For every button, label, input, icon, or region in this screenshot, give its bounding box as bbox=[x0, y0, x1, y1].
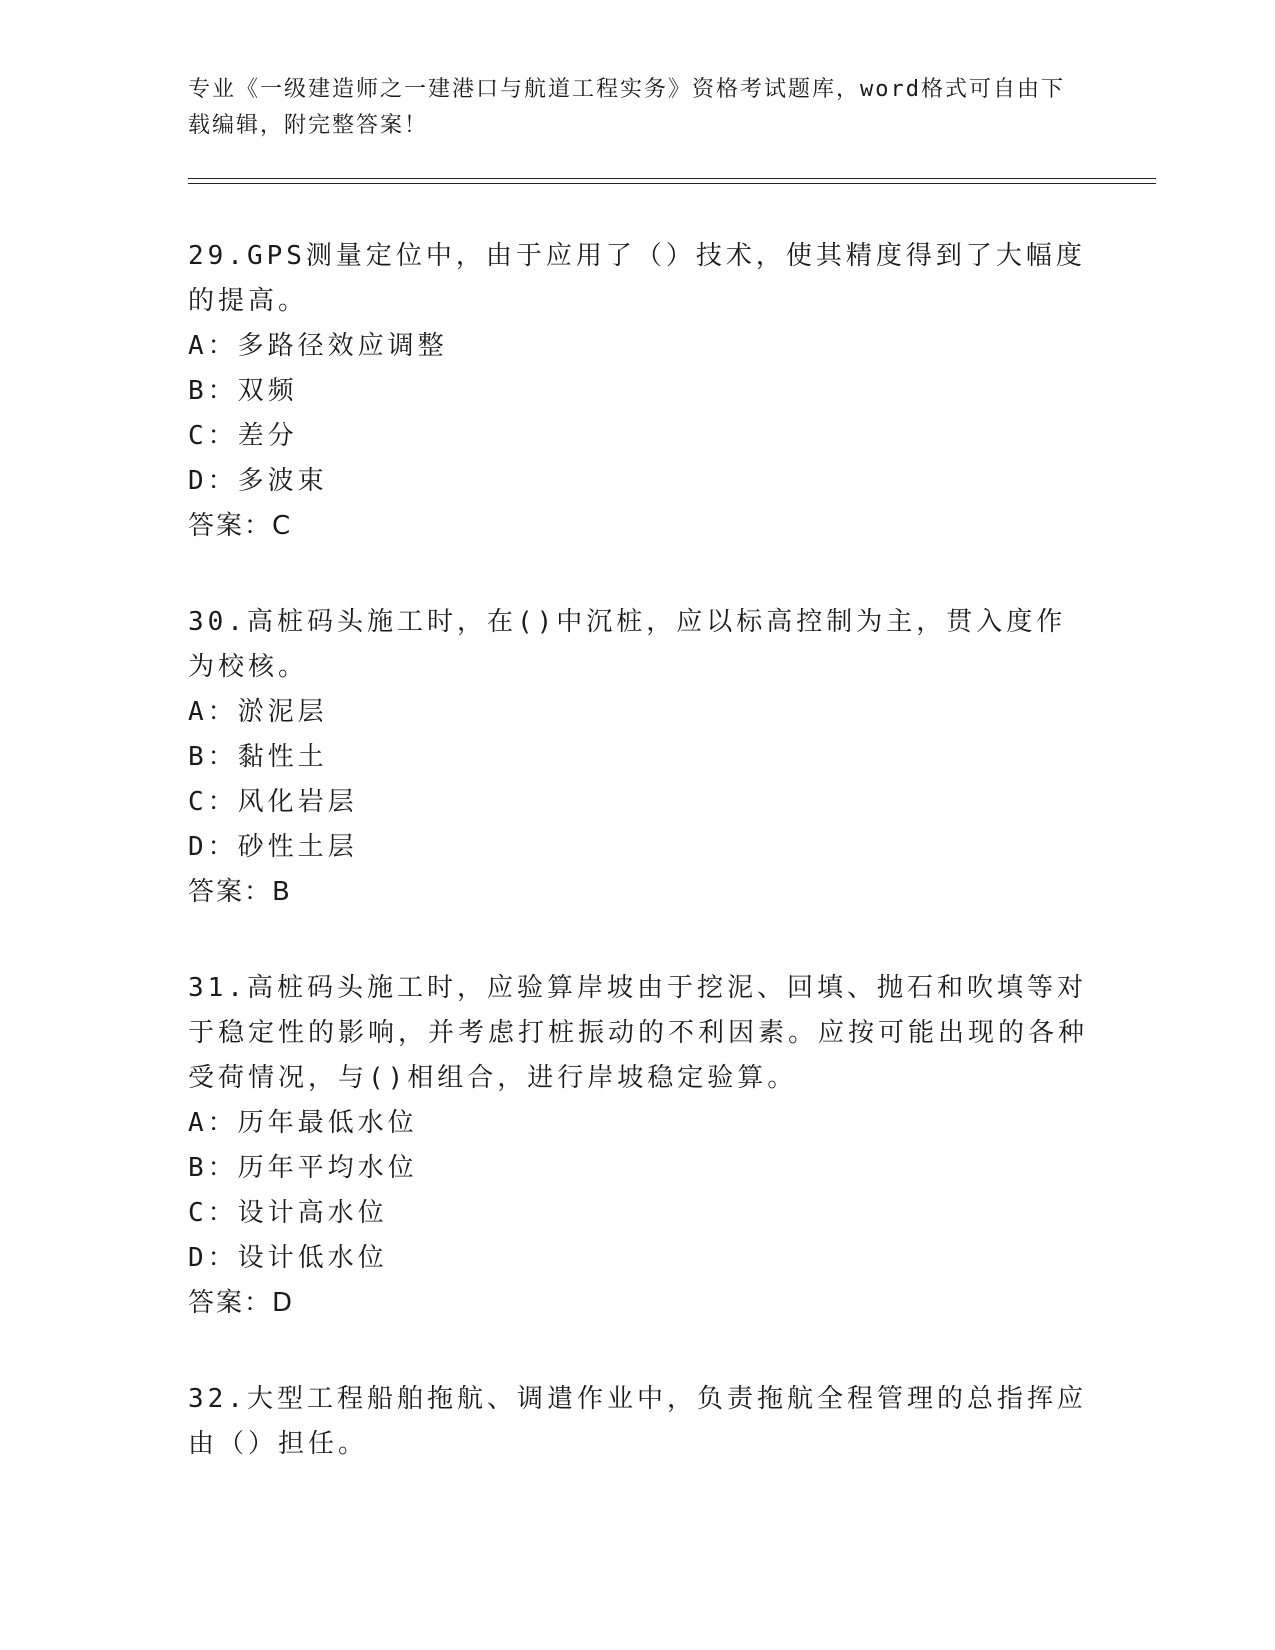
question-stem: 31.高桩码头施工时，应验算岸坡由于挖泥、回填、抛石和吹填等对于稳定性的影响，并考虑打桩振动的不利因素。应按可能出现的各种受荷情况，与()相组合，进行岸坡稳定验算。 bbox=[188, 973, 1089, 1093]
question-stem: 30.高桩码头施工时，在()中沉桩，应以标高控制为主，贯入度作为校核。 bbox=[188, 607, 1067, 682]
question-30 bbox=[188, 600, 1088, 915]
option-b: B：历年平均水位 bbox=[188, 1153, 418, 1183]
answer: 答案：C bbox=[188, 511, 293, 541]
question-32 bbox=[188, 1377, 1088, 1467]
question-29 bbox=[188, 234, 1088, 549]
question-stem: 32.大型工程船舶拖航、调遣作业中，负责拖航全程管理的总指挥应由（）担任。 bbox=[188, 1384, 1087, 1459]
option-a: A：多路径效应调整 bbox=[188, 331, 448, 361]
answer: 答案：B bbox=[188, 877, 292, 907]
option-a: A：淤泥层 bbox=[188, 697, 328, 727]
option-a: A：历年最低水位 bbox=[188, 1108, 418, 1138]
question-31 bbox=[188, 966, 1088, 1326]
option-c: C：风化岩层 bbox=[188, 787, 358, 817]
document-header: 专业《一级建造师之一建港口与航道工程实务》资格考试题库，word格式可自由下载编辑，附完整答案！ bbox=[188, 77, 1065, 138]
option-d: D：砂性土层 bbox=[188, 832, 358, 862]
header-rule-bottom bbox=[188, 183, 1156, 184]
question-stem: 29.GPS测量定位中，由于应用了（）技术，使其精度得到了大幅度的提高。 bbox=[188, 241, 1086, 316]
option-d: D：多波束 bbox=[188, 466, 328, 496]
option-c: C：差分 bbox=[188, 421, 298, 451]
option-d: D：设计低水位 bbox=[188, 1243, 388, 1273]
header-rule-top bbox=[188, 178, 1156, 179]
option-b: B：黏性土 bbox=[188, 742, 328, 772]
option-b: B：双频 bbox=[188, 376, 298, 406]
option-c: C：设计高水位 bbox=[188, 1198, 388, 1228]
answer: 答案：D bbox=[188, 1288, 295, 1318]
